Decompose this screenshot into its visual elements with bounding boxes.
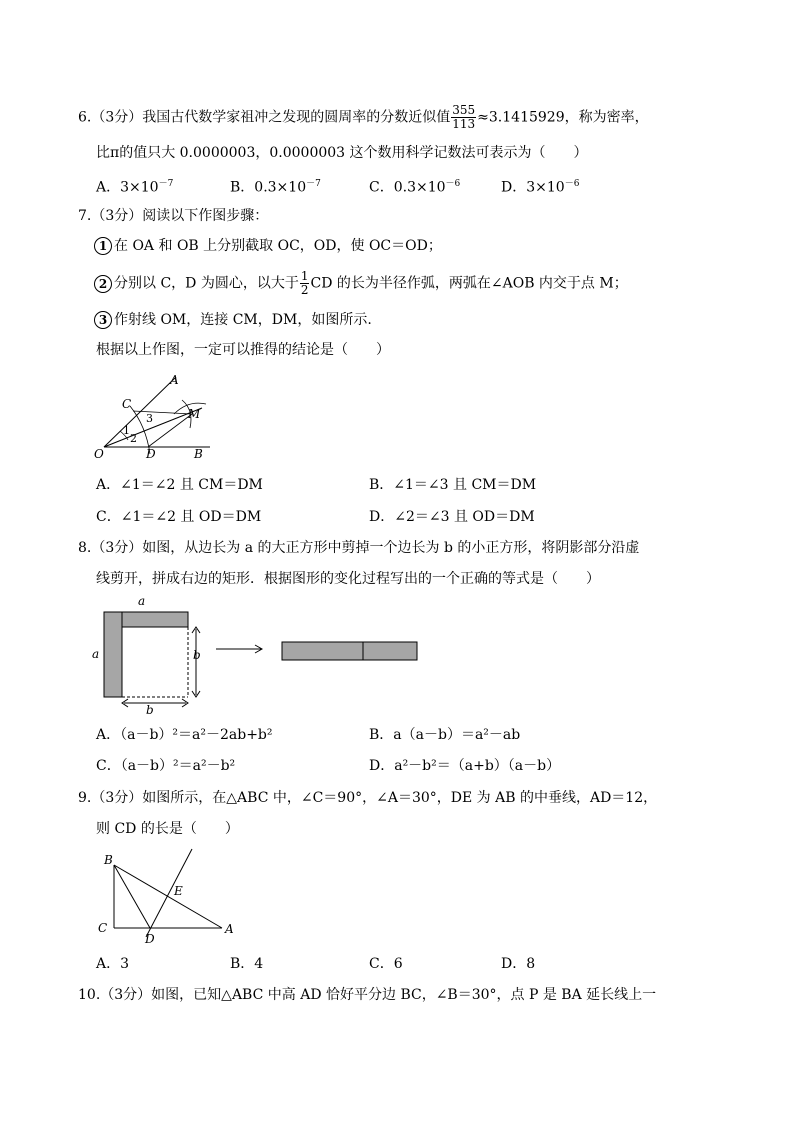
label-E: E: [174, 884, 183, 898]
shaded-left-strip: [104, 612, 122, 697]
q6-frac-den: 113: [452, 117, 476, 131]
q6-option-c: C．$0.3\times 10^{-6}$: [369, 179, 461, 196]
q8-square-figure: [90, 592, 430, 717]
q6-line1: [78, 104, 649, 131]
q7-option-c: C．∠1＝∠2 且 OD＝DM: [96, 509, 262, 525]
label-a-left: a: [92, 647, 100, 661]
q6-tail: ≈3.1415929，称为密率，: [477, 109, 649, 126]
q9-triangle-figure: [90, 845, 250, 950]
q7-head: 7.（3分）阅读以下作图步骤：: [78, 208, 269, 224]
q8-option-a: A．（a－b）²＝a²－2ab+b²: [96, 727, 273, 743]
q6-frac-num: 355: [452, 103, 476, 117]
step2-circle-number: 2: [94, 275, 112, 293]
q6-option-b: B．$0.3\times 10^{-7}$: [230, 179, 321, 196]
label-M: M: [188, 407, 201, 421]
q8-option-d: D．a²－b²＝（a+b）（a－b）: [369, 758, 561, 774]
q7-step1: 1 在 OA 和 OB 上分别截取 OC，OD，使 OC＝OD；: [94, 236, 442, 256]
q7-ask: 根据以上作图，一定可以推得的结论是（ ）: [96, 342, 390, 358]
label-C: C: [98, 921, 108, 935]
step3-circle-number: 3: [94, 311, 112, 329]
label-B: B: [194, 447, 203, 461]
q6-option-d: D．$3\times 10^{-6}$: [501, 179, 580, 196]
label-D: D: [145, 932, 155, 946]
q6-option-a: A．$3\times 10^{-7}$: [96, 179, 174, 196]
label-b-right: b: [193, 648, 201, 662]
q6-head: 6.（3分）我国古代数学家祖冲之发现的圆周率的分数近似值: [78, 109, 451, 126]
label-A: A: [225, 922, 234, 936]
label-3: 3: [146, 412, 153, 425]
q9-line2: 则 CD 的长是（ ）: [96, 821, 239, 837]
shaded-top-strip: [122, 612, 188, 627]
label-2: 2: [130, 432, 137, 445]
label-A: A: [170, 373, 179, 387]
q8-line2: 线剪开，拼成右边的矩形．根据图形的变化过程写出的一个正确的等式是（ ）: [96, 571, 600, 587]
q9-line1: 9.（3分）如图所示，在△ABC 中，∠C＝90°，∠A＝30°，DE 为 AB 的中垂线，AD＝12，: [78, 790, 658, 806]
label-B: B: [104, 853, 113, 867]
q7-angle-bisector-figure: [90, 370, 220, 460]
q9-option-d: D．8: [501, 956, 536, 972]
q8-option-b: B．a（a－b）＝a²－ab: [369, 727, 521, 743]
q8-option-c: C．（a－b）²＝a²－b²: [96, 758, 236, 774]
q7-step2: 2 分别以 C，D 为圆心，以大于 $\frac{1}{2}$ CD 的长为半径作弧，两弧在∠AOB 内交于点 M；: [94, 270, 628, 297]
label-b-bottom: b: [146, 703, 154, 717]
q6-fraction: [451, 104, 476, 131]
q8-line1: 8.（3分）如图，从边长为 a 的大正方形中剪掉一个边长为 b 的小正方形，将阴影部分沿虚: [78, 540, 640, 556]
rectangle-part-2: [363, 642, 417, 660]
q10-line1: 10.（3分）如图，已知△ABC 中高 AD 恰好平分边 BC，∠B＝30°，点 P 是 BA 延长线上一: [78, 987, 657, 1003]
step1-circle-number: 1: [94, 237, 112, 255]
label-D: D: [146, 447, 156, 461]
q9-option-c: C．6: [369, 956, 403, 972]
q7-option-d: D．∠2＝∠3 且 OD＝DM: [369, 509, 535, 525]
q7-option-a: A．∠1＝∠2 且 CM＝DM: [96, 477, 263, 493]
q9-option-b: B．4: [230, 956, 264, 972]
label-O: O: [94, 447, 104, 461]
rectangle-part-1: [282, 642, 363, 660]
q6-line2: 比π的值只大 0.0000003，0.0000003 这个数用科学记数法可表示为（ ）: [96, 145, 588, 161]
label-1: 1: [123, 424, 130, 437]
label-C: C: [122, 397, 132, 411]
label-a-top: a: [138, 594, 146, 608]
q7-step3: 3 作射线 OM，连接 CM，DM，如图所示.: [94, 310, 372, 330]
q7-option-b: B．∠1＝∠3 且 CM＝DM: [369, 477, 537, 493]
q7-fraction: $\frac{1}{2}$: [300, 269, 309, 297]
q9-option-a: A．3: [96, 956, 130, 972]
